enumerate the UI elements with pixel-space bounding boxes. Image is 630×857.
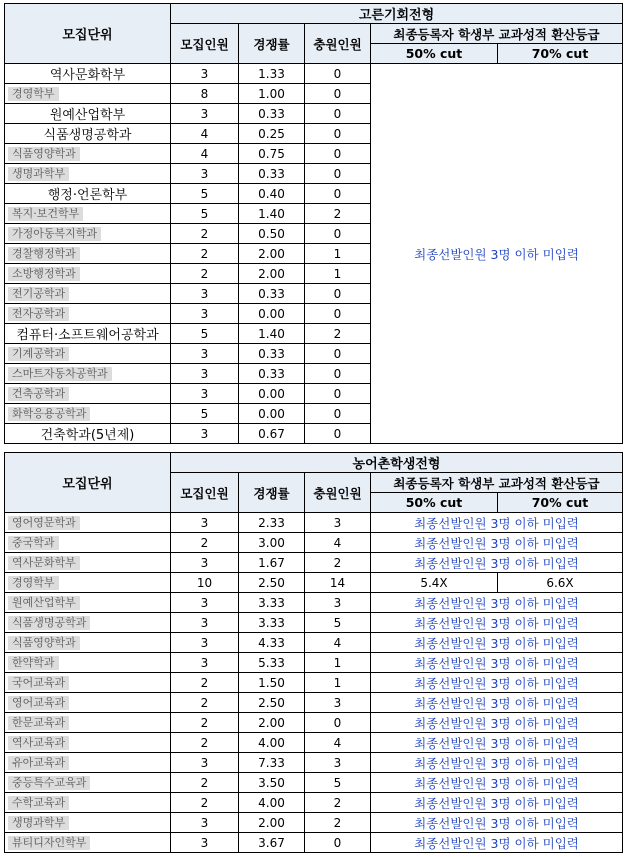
unit-name: 기계공학과 (8, 347, 69, 361)
unit-name-cell (5, 404, 171, 424)
ratio-cell: 0.33 (239, 364, 305, 384)
unit-name-cell (5, 713, 171, 733)
quota-cell: 3 (171, 344, 239, 364)
quota-cell: 2 (171, 733, 239, 753)
unit-name: 영어교육과 (8, 696, 69, 710)
grade-note: 최종선발인원 3명 이하 미입력 (371, 653, 623, 673)
extra-cell: 4 (305, 633, 371, 653)
ratio-cell: 0.75 (239, 144, 305, 164)
extra-cell: 2 (305, 793, 371, 813)
quota-cell: 2 (171, 224, 239, 244)
unit-name: 수학교육과 (8, 796, 69, 810)
ratio-cell: 0.33 (239, 284, 305, 304)
quota-cell: 3 (171, 384, 239, 404)
extra-cell: 3 (305, 753, 371, 773)
unit-name: 식품영양학과 (8, 147, 80, 161)
extra-cell: 0 (305, 284, 371, 304)
extra-cell: 0 (305, 224, 371, 244)
ratio-cell: 0.67 (239, 424, 305, 444)
unit-name: 중국학과 (8, 536, 59, 550)
extra-cell: 3 (305, 593, 371, 613)
quota-cell: 3 (171, 613, 239, 633)
header-unit: 모집단위 (5, 453, 171, 513)
extra-cell: 0 (305, 84, 371, 104)
header-group-title: 농어촌학생전형 (171, 453, 623, 473)
header-cut50: 50% cut (371, 44, 498, 64)
quota-cell: 2 (171, 264, 239, 284)
extra-cell: 0 (305, 833, 371, 853)
unit-name-cell (5, 673, 171, 693)
cut70-cell: 6.6X (498, 573, 623, 593)
unit-name: 식품생명공학과 (8, 616, 90, 630)
unit-name: 경영학부 (8, 87, 59, 101)
unit-name-cell (5, 753, 171, 773)
extra-cell: 3 (305, 513, 371, 533)
unit-name-cell: 식품생명공학과 (5, 124, 171, 144)
quota-cell: 2 (171, 673, 239, 693)
quota-cell: 5 (171, 404, 239, 424)
table-row (5, 64, 623, 84)
unit-name: 유아교육과 (8, 756, 69, 770)
extra-cell: 4 (305, 733, 371, 753)
extra-cell: 0 (305, 344, 371, 364)
ratio-cell: 0.33 (239, 164, 305, 184)
unit-name-cell (5, 304, 171, 324)
unit-name: 중등특수교육과 (8, 776, 90, 790)
unit-name: 경영학부 (8, 576, 59, 590)
quota-cell: 3 (171, 813, 239, 833)
header-ratio: 경쟁률 (239, 24, 305, 64)
quota-cell: 3 (171, 553, 239, 573)
ratio-cell: 0.50 (239, 224, 305, 244)
quota-cell: 3 (171, 304, 239, 324)
quota-cell: 5 (171, 324, 239, 344)
extra-cell: 3 (305, 693, 371, 713)
extra-cell: 0 (305, 424, 371, 444)
unit-name-cell (5, 384, 171, 404)
unit-name: 한약학과 (8, 656, 59, 670)
header-group-title: 고른기회전형 (171, 4, 623, 24)
unit-name-cell (5, 553, 171, 573)
ratio-cell: 3.33 (239, 593, 305, 613)
extra-cell: 0 (305, 164, 371, 184)
header-grade-title: 최종등록자 학생부 교과성적 환산등급 (371, 473, 623, 493)
ratio-cell: 2.50 (239, 573, 305, 593)
quota-cell: 2 (171, 773, 239, 793)
unit-name-cell (5, 164, 171, 184)
unit-name-cell (5, 364, 171, 384)
table-row (5, 593, 623, 613)
grade-note: 최종선발인원 3명 이하 미입력 (371, 633, 623, 653)
extra-cell: 0 (305, 404, 371, 424)
quota-cell: 3 (171, 284, 239, 304)
cut50-cell: 5.4X (371, 573, 498, 593)
unit-name-cell: 역사문화학부 (5, 64, 171, 84)
unit-name-cell (5, 593, 171, 613)
unit-name-cell (5, 633, 171, 653)
unit-name-cell (5, 813, 171, 833)
grade-note: 최종선발인원 3명 이하 미입력 (371, 713, 623, 733)
grade-note: 최종선발인원 3명 이하 미입력 (371, 693, 623, 713)
quota-cell: 3 (171, 593, 239, 613)
ratio-cell: 2.00 (239, 713, 305, 733)
table-row (5, 533, 623, 553)
unit-name-cell: 건축학과(5년제) (5, 424, 171, 444)
header-extra: 충원인원 (305, 473, 371, 513)
unit-name-cell (5, 533, 171, 553)
ratio-cell: 4.33 (239, 633, 305, 653)
extra-cell: 0 (305, 104, 371, 124)
grade-note: 최종선발인원 3명 이하 미입력 (371, 813, 623, 833)
quota-cell: 3 (171, 653, 239, 673)
unit-name-cell (5, 224, 171, 244)
grade-note: 최종선발인원 3명 이하 미입력 (371, 753, 623, 773)
header-cut50: 50% cut (371, 493, 498, 513)
ratio-cell: 2.33 (239, 513, 305, 533)
quota-cell: 8 (171, 84, 239, 104)
ratio-cell: 2.00 (239, 244, 305, 264)
quota-cell: 3 (171, 753, 239, 773)
quota-cell: 2 (171, 713, 239, 733)
extra-cell: 0 (305, 384, 371, 404)
unit-name: 영어영문학과 (8, 516, 80, 530)
ratio-cell: 2.00 (239, 264, 305, 284)
unit-name: 역사교육과 (8, 736, 69, 750)
unit-name-cell (5, 653, 171, 673)
extra-cell: 0 (305, 184, 371, 204)
ratio-cell: 3.00 (239, 533, 305, 553)
ratio-cell: 0.25 (239, 124, 305, 144)
quota-cell: 3 (171, 164, 239, 184)
unit-name-cell (5, 833, 171, 853)
ratio-cell: 1.40 (239, 204, 305, 224)
table-row (5, 553, 623, 573)
ratio-cell: 0.33 (239, 344, 305, 364)
extra-cell: 14 (305, 573, 371, 593)
unit-name: 전기공학과 (8, 287, 69, 301)
header-cut70: 70% cut (498, 44, 623, 64)
grade-note: 최종선발인원 3명 이하 미입력 (371, 833, 623, 853)
unit-name-cell (5, 513, 171, 533)
quota-cell: 2 (171, 244, 239, 264)
unit-name: 가정아동복지학과 (8, 227, 101, 241)
unit-name: 생명과학부 (8, 167, 69, 181)
extra-cell: 0 (305, 144, 371, 164)
table-row (5, 733, 623, 753)
ratio-cell: 1.00 (239, 84, 305, 104)
grade-note: 최종선발인원 3명 이하 미입력 (371, 553, 623, 573)
extra-cell: 5 (305, 613, 371, 633)
unit-name-cell (5, 244, 171, 264)
unit-name: 화학응용공학과 (8, 407, 90, 421)
extra-cell: 1 (305, 673, 371, 693)
extra-cell: 0 (305, 304, 371, 324)
header-quota: 모집인원 (171, 24, 239, 64)
unit-name-cell (5, 144, 171, 164)
extra-cell: 4 (305, 533, 371, 553)
quota-cell: 3 (171, 513, 239, 533)
table-row (5, 813, 623, 833)
ratio-cell: 1.40 (239, 324, 305, 344)
quota-cell: 3 (171, 364, 239, 384)
extra-cell: 5 (305, 773, 371, 793)
unit-name: 전자공학과 (8, 307, 69, 321)
table-row (5, 573, 623, 593)
grade-note: 최종선발인원 3명 이하 미입력 (371, 773, 623, 793)
quota-cell: 2 (171, 693, 239, 713)
extra-cell: 2 (305, 324, 371, 344)
extra-cell: 1 (305, 653, 371, 673)
ratio-cell: 5.33 (239, 653, 305, 673)
extra-cell: 0 (305, 64, 371, 84)
extra-cell: 1 (305, 264, 371, 284)
quota-cell: 3 (171, 833, 239, 853)
ratio-cell: 0.00 (239, 404, 305, 424)
ratio-cell: 2.50 (239, 693, 305, 713)
ratio-cell: 3.67 (239, 833, 305, 853)
ratio-cell: 3.50 (239, 773, 305, 793)
table-row (5, 513, 623, 533)
unit-name-cell (5, 733, 171, 753)
unit-name-cell (5, 204, 171, 224)
ratio-cell: 4.00 (239, 793, 305, 813)
header-unit: 모집단위 (5, 4, 171, 64)
grade-note-merged: 최종선발인원 3명 이하 미입력 (371, 64, 623, 444)
unit-name-cell: 컴퓨터·소프트웨어공학과 (5, 324, 171, 344)
unit-name: 국어교육과 (8, 676, 69, 690)
table-row (5, 613, 623, 633)
quota-cell: 3 (171, 633, 239, 653)
grade-note: 최종선발인원 3명 이하 미입력 (371, 793, 623, 813)
extra-cell: 0 (305, 713, 371, 733)
header-extra: 충원인원 (305, 24, 371, 64)
quota-cell: 5 (171, 204, 239, 224)
table-row (5, 773, 623, 793)
ratio-cell: 0.40 (239, 184, 305, 204)
grade-note: 최종선발인원 3명 이하 미입력 (371, 733, 623, 753)
ratio-cell: 2.00 (239, 813, 305, 833)
table-row (5, 693, 623, 713)
header-cut70: 70% cut (498, 493, 623, 513)
ratio-cell: 1.67 (239, 553, 305, 573)
unit-name-cell (5, 793, 171, 813)
unit-name: 원예산업학부 (8, 596, 80, 610)
unit-name-cell (5, 344, 171, 364)
quota-cell: 3 (171, 104, 239, 124)
quota-cell: 2 (171, 533, 239, 553)
table-row (5, 653, 623, 673)
ratio-cell: 1.33 (239, 64, 305, 84)
unit-name: 스마트자동차공학과 (8, 367, 112, 381)
grade-note: 최종선발인원 3명 이하 미입력 (371, 513, 623, 533)
quota-cell: 4 (171, 124, 239, 144)
header-grade-title: 최종등록자 학생부 교과성적 환산등급 (371, 24, 623, 44)
ratio-cell: 4.00 (239, 733, 305, 753)
header-quota: 모집인원 (171, 473, 239, 513)
table-row (5, 833, 623, 853)
header-ratio: 경쟁률 (239, 473, 305, 513)
unit-name: 뷰티디자인학부 (8, 836, 90, 850)
unit-name-cell (5, 284, 171, 304)
extra-cell: 2 (305, 813, 371, 833)
unit-name: 한문교육과 (8, 716, 69, 730)
extra-cell: 0 (305, 364, 371, 384)
ratio-cell: 1.50 (239, 673, 305, 693)
quota-cell: 2 (171, 793, 239, 813)
unit-name-cell (5, 573, 171, 593)
table-row (5, 713, 623, 733)
quota-cell: 3 (171, 424, 239, 444)
quota-cell: 10 (171, 573, 239, 593)
quota-cell: 3 (171, 64, 239, 84)
extra-cell: 1 (305, 244, 371, 264)
extra-cell: 0 (305, 124, 371, 144)
unit-name: 생명과학부 (8, 816, 69, 830)
grade-note: 최종선발인원 3명 이하 미입력 (371, 673, 623, 693)
quota-cell: 4 (171, 144, 239, 164)
unit-name-cell: 행정·언론학부 (5, 184, 171, 204)
ratio-cell: 0.00 (239, 384, 305, 404)
unit-name: 경찰행정학과 (8, 247, 80, 261)
table-nongeochon (4, 452, 623, 853)
ratio-cell: 3.33 (239, 613, 305, 633)
grade-note: 최종선발인원 3명 이하 미입력 (371, 613, 623, 633)
table-row (5, 633, 623, 653)
unit-name: 역사문화학부 (8, 556, 80, 570)
unit-name-cell (5, 264, 171, 284)
unit-name-cell (5, 773, 171, 793)
unit-name: 복지·보건학부 (8, 207, 83, 221)
quota-cell: 5 (171, 184, 239, 204)
extra-cell: 2 (305, 204, 371, 224)
table-row (5, 673, 623, 693)
table-goreun-gihoe (4, 3, 623, 444)
unit-name: 소방행정학과 (8, 267, 80, 281)
extra-cell: 2 (305, 553, 371, 573)
grade-note: 최종선발인원 3명 이하 미입력 (371, 533, 623, 553)
unit-name-cell (5, 613, 171, 633)
table-row (5, 793, 623, 813)
unit-name-cell (5, 84, 171, 104)
unit-name-cell: 원예산업학부 (5, 104, 171, 124)
unit-name-cell (5, 693, 171, 713)
ratio-cell: 0.33 (239, 104, 305, 124)
table-row (5, 753, 623, 773)
ratio-cell: 0.00 (239, 304, 305, 324)
ratio-cell: 7.33 (239, 753, 305, 773)
unit-name: 건축공학과 (8, 387, 69, 401)
unit-name: 식품영양학과 (8, 636, 80, 650)
grade-note: 최종선발인원 3명 이하 미입력 (371, 593, 623, 613)
